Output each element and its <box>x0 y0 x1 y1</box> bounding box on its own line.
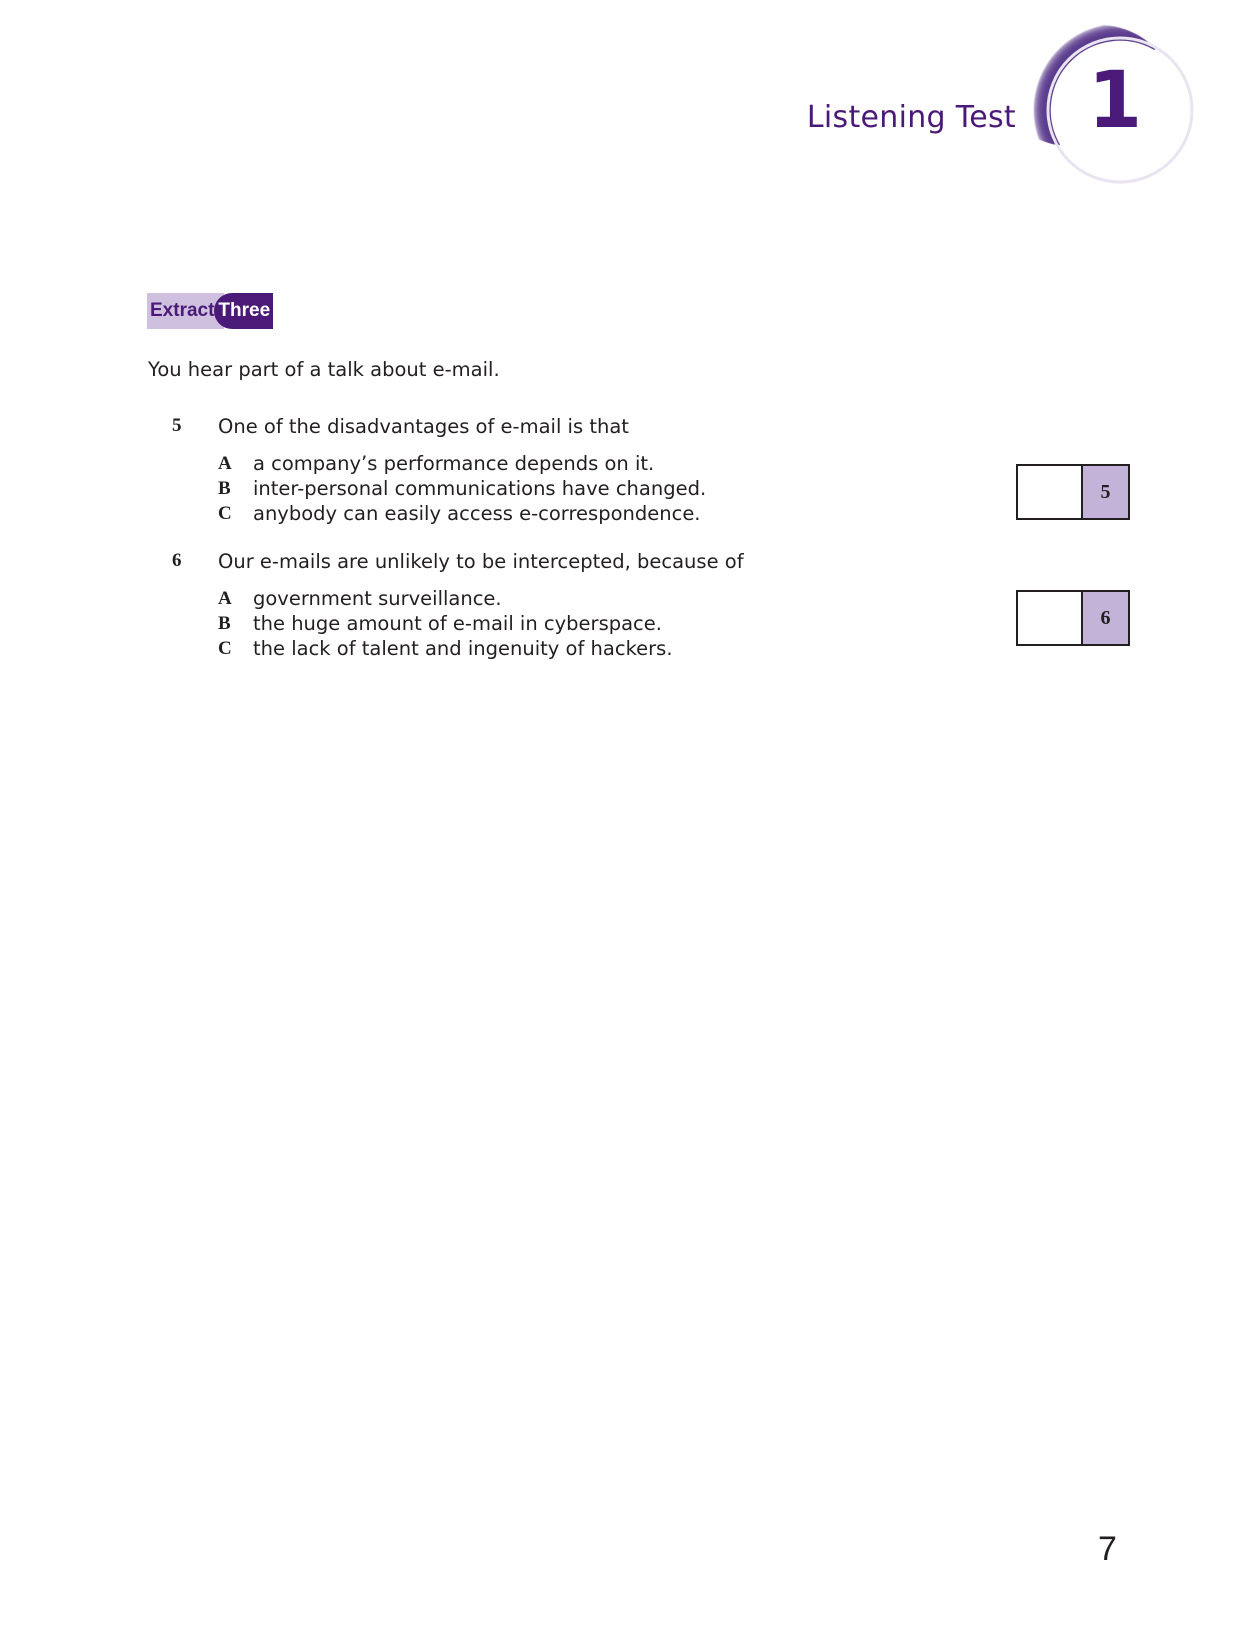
option-text: the lack of talent and ingenuity of hackers. <box>253 637 673 660</box>
option-letter: A <box>218 452 232 474</box>
option-list <box>218 451 706 526</box>
question-stem: One of the disadvantages of e-mail is that <box>218 415 629 438</box>
option-letter: B <box>218 477 231 499</box>
answer-tag-5: 5 <box>1083 466 1128 518</box>
option-text: anybody can easily access e-correspondence. <box>253 502 701 525</box>
option-a <box>218 586 673 611</box>
extract-number: Three <box>214 293 273 329</box>
test-number: 1 <box>1087 56 1143 146</box>
option-c <box>218 501 706 526</box>
option-text: government surveillance. <box>253 587 502 610</box>
page-number: 7 <box>1098 1530 1117 1568</box>
answer-field-6[interactable] <box>1018 592 1083 644</box>
answer-box-6 <box>1016 590 1130 646</box>
answer-field-5[interactable] <box>1018 466 1083 518</box>
question-number: 6 <box>172 550 182 571</box>
extract-word: Extract <box>147 293 224 329</box>
extract-label <box>147 293 273 329</box>
option-text: the huge amount of e-mail in cyberspace. <box>253 612 662 635</box>
answer-tag-6: 6 <box>1083 592 1128 644</box>
option-letter: C <box>218 502 232 524</box>
option-letter: B <box>218 612 231 634</box>
answer-box-5 <box>1016 464 1130 520</box>
option-text: a company’s performance depends on it. <box>253 452 655 475</box>
question-stem: Our e-mails are unlikely to be intercepted, because of <box>218 550 744 573</box>
option-b <box>218 611 673 636</box>
option-c <box>218 636 673 661</box>
question-number: 5 <box>172 415 182 436</box>
option-list <box>218 586 673 661</box>
option-a <box>218 451 706 476</box>
header-title: Listening Test <box>806 100 1016 135</box>
option-b <box>218 476 706 501</box>
option-letter: C <box>218 637 232 659</box>
option-letter: A <box>218 587 232 609</box>
instruction-text: You hear part of a talk about e-mail. <box>148 358 500 381</box>
option-text: inter-personal communications have changed. <box>253 477 707 500</box>
